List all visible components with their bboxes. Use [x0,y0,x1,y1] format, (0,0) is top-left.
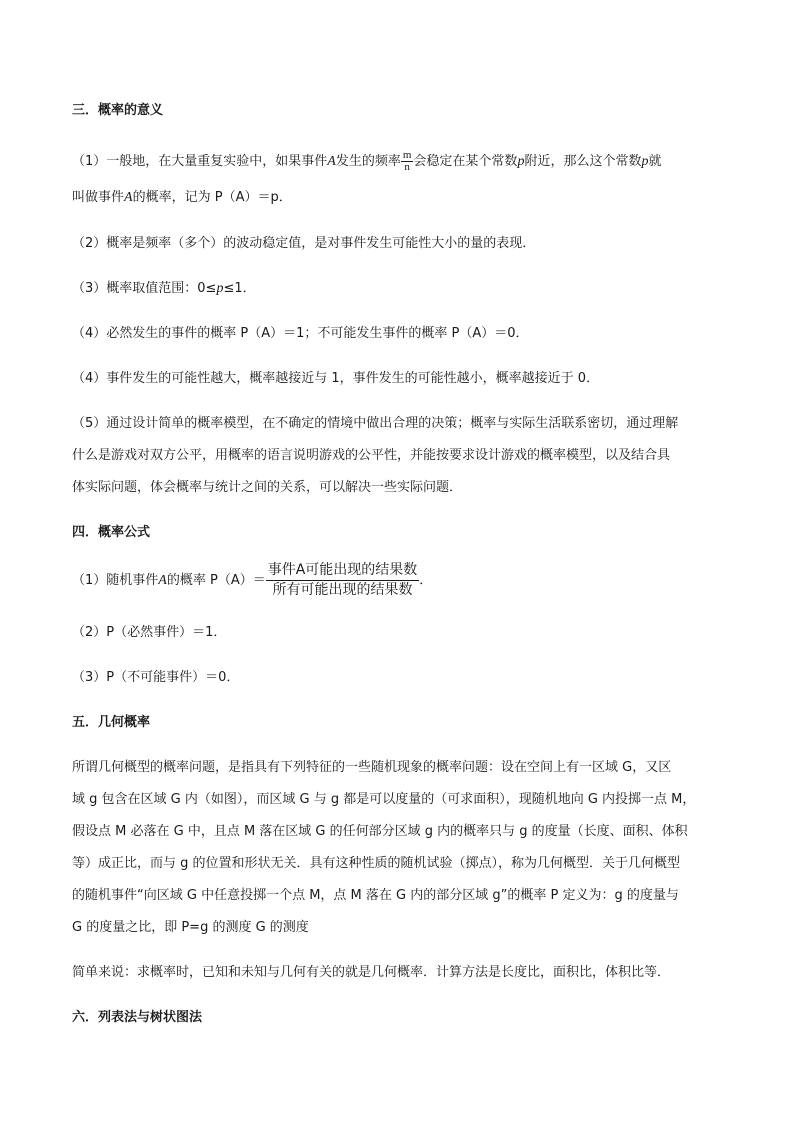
sec3-para5: （4）事件发生的可能性越大，概率越接近与 1，事件发生的可能性越小，概率越接近于 0． [72,371,600,386]
text-run: （1）随机事件 [72,573,159,588]
fraction-numerator: 事件A可能出现的结果数 [266,561,420,581]
text-run: （1）一般地，在大量重复实验中，如果事件 [72,154,328,169]
var-p: p [216,281,224,296]
sec5-line3: 假设点 M 必落在 G 中，且点 M 落在区域 G 的任何部分区域 g 内的概率只与 g 的度量（长度、面积、体积 [72,824,688,839]
var-p: p [641,154,649,169]
sec5-line2: 域 g 包含在区域 G 内（如图），而区域 G 与 g 都是可以度量的（可求面积），现随机地向 G 内投掷一点 M， [72,792,696,807]
sec5-line6: G 的度量之比，即 P=g 的测度 G 的测度 [72,920,309,935]
sec5-line1: 所谓几何概型的概率问题，是指具有下列特征的一些随机现象的概率问题：设在空间上有一区域 G，又区 [72,760,672,775]
text-run: P（A）＝p． [210,190,292,205]
sec3-para6-line1: （5）通过设计简单的概率模型，在不确定的情境中做出合理的决策；概率与实际生活联系密切，通过理解 [72,416,679,431]
sec3-para1-line2 [72,188,292,208]
sec3-para1-line1 [72,150,661,173]
fraction-numerator: m [402,149,412,161]
text-run: （3）概率取值范围：0≤ [72,281,217,296]
section-5-heading: 五．几何概率 [72,715,151,730]
sec3-para6-line2: 什么是游戏对双方公平，用概率的语言说明游戏的公平性，并能按要求设计游戏的概率模型，以及结合具 [72,448,671,463]
fraction-m-over-n [401,150,414,173]
text-run: ． [419,573,433,588]
sec5-line4: 等）成正比，而与 g 的位置和形状无关．具有这种性质的随机试验（掷点），称为几何概型．关于几何概型 [72,856,681,871]
var-a: A [124,190,133,205]
sec5-summary: 简单来说：求概率时，已知和未知与几何有关的就是几何概率．计算方法是长度比，面积比，体积比等． [72,965,671,980]
sec4-formula3: （3）P（不可能事件）＝0． [72,670,240,685]
text-run: 叫做事件 [72,190,125,205]
probability-fraction [266,561,420,600]
text-run: 附近，那么这个常数 [524,154,642,169]
text-run: 的概率，记为 [132,190,211,205]
sec5-line5: 的随机事件“向区域 G 中任意投掷一个点 M，点 M 落在 G 内的部分区域 g”的概率 P 定义为：g 的度量与 [72,888,679,903]
text-run: ≤1． [223,281,256,296]
text-run: 就 [648,154,662,169]
fraction-denominator: n [404,161,410,173]
sec3-para6-line3: 体实际问题，体会概率与统计之间的关系，可以解决一些实际问题． [72,480,463,495]
var-a: A [327,154,336,169]
sec3-para2: （2）概率是频率（多个）的波动稳定值，是对事件发生可能性大小的量的表现． [72,236,536,251]
text-run: 的概率 P（A）＝ [166,573,266,588]
var-p: p [517,154,525,169]
text-run: 会稳定在某个常数 [413,154,518,169]
section-3-heading: 三．概率的意义 [72,103,164,118]
section-4-heading: 四．概率公式 [72,525,151,540]
var-a: A [158,573,167,588]
sec3-para3 [72,279,256,299]
text-run: 发生的频率 [335,154,401,169]
sec3-para4: （4）必然发生的事件的概率 P（A）＝1；不可能发生事件的概率 P（A）＝0． [72,326,529,341]
section-6-heading: 六．列表法与树状图法 [72,1010,203,1025]
fraction-denominator: 所有可能出现的结果数 [272,582,413,598]
sec4-formula1 [72,561,432,600]
sec4-formula2: （2）P（必然事件）＝1． [72,625,227,640]
